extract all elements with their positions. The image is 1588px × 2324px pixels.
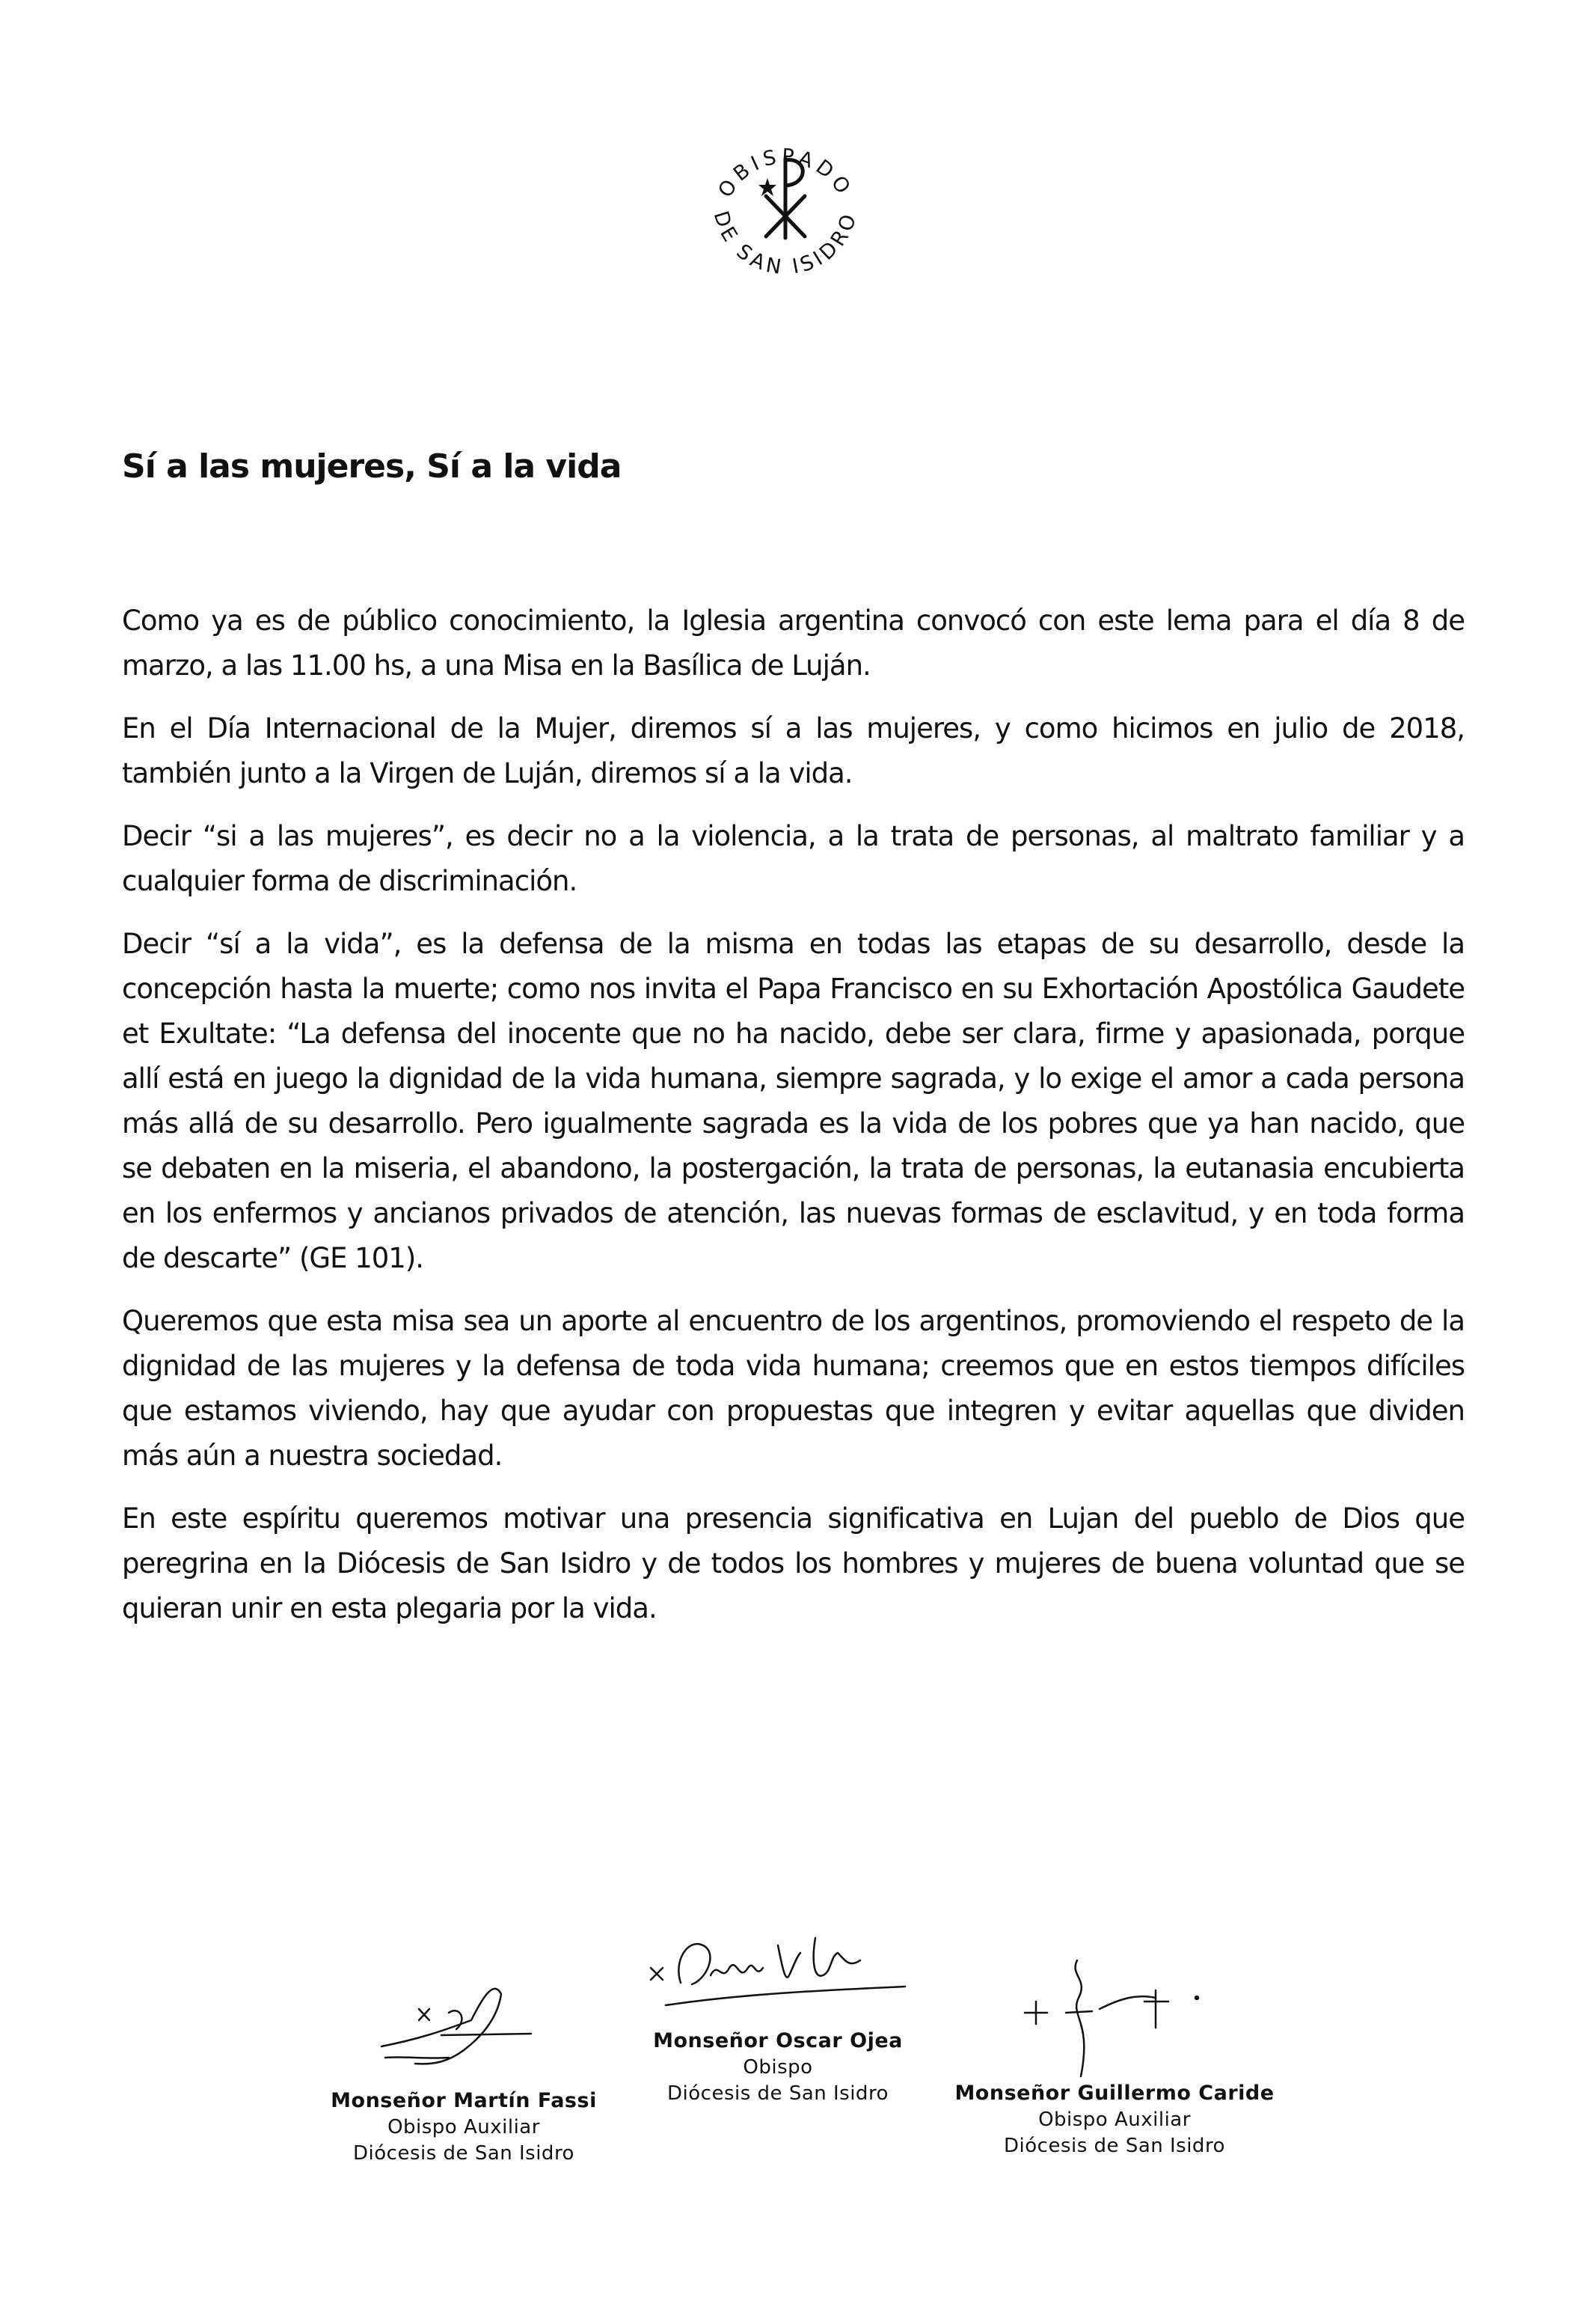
- signer-name: Monseñor Oscar Ojea: [653, 2029, 903, 2052]
- letter-body: [122, 599, 1465, 1649]
- signer-role: Obispo: [743, 2056, 813, 2079]
- chi-rho-seal-icon: [696, 112, 875, 292]
- signature-block-ojea: [628, 1915, 928, 2107]
- handwritten-signature-fassi: [352, 1975, 576, 2088]
- document-title: Sí a las mujeres, Sí a la vida: [122, 447, 622, 486]
- seal-arc-text-top: OBISPADO: [714, 144, 857, 202]
- paragraph: Como ya es de público conocimiento, la Iglesia argentina convocó con este lema para el día 8 de marzo, a las 11.00 hs, a una Misa en la Basílica de Luján.: [122, 605, 1465, 682]
- signer-name: Monseñor Martín Fassi: [331, 2089, 597, 2112]
- diocese-seal-logo: [696, 112, 875, 292]
- signature-block-fassi: [307, 1975, 621, 2167]
- handwritten-signature-ojea: [636, 1915, 920, 2028]
- signer-name: Monseñor Guillermo Caride: [954, 2082, 1275, 2105]
- signer-role: Obispo Auxiliar: [1038, 2109, 1191, 2131]
- seal-arc-text-bottom: DE SAN ISIDRO: [708, 208, 862, 280]
- paragraph: Decir “si a las mujeres”, es decir no a la violencia, a la trata de personas, al maltrato familiar y a cualquier forma de discriminación.: [122, 820, 1465, 897]
- signer-diocese: Diócesis de San Isidro: [667, 2082, 889, 2105]
- paragraph: En el Día Internacional de la Mujer, diremos sí a las mujeres, y como hicimos en julio de 2018, también junto a la Virgen de Luján, diremos sí a la vida.: [122, 712, 1465, 789]
- paragraph: Decir “sí a la vida”, es la defensa de la misma en todas las etapas de su desarrollo, desde la concepción hasta la muerte; como nos invita el Papa Francisco en su Exhortación Apostólica Gaudete et Exultate: “La defensa del inocente que no ha nacido, debe ser clara, firme y apasionada, porque allí está en juego la dignidad de la vida humana, siempre sagrada, y lo exige el amor a cada persona más allá de su desarrollo. Pero igualmente sagrada es la vida de los pobres que ya han nacido, que se debaten en la miseria, el abandono, la postergación, la trata de personas, la eutanasia encubierta en los enfermos y ancianos privados de atención, las nuevas formas de esclavitud, y en toda forma de descarte” (GE 101).: [122, 928, 1465, 1274]
- signature-block-caride: [950, 1945, 1279, 2159]
- handwritten-signature-caride: [995, 1945, 1234, 2080]
- paragraph: Queremos que esta misa sea un aporte al encuentro de los argentinos, promoviendo el respeto de la dignidad de las mujeres y la defensa de toda vida humana; creemos que en estos tiempos difíciles que estamos viviendo, hay que ayudar con propuestas que integren y evitar aquellas que dividen más aún a nuestra sociedad.: [122, 1305, 1465, 1472]
- signer-role: Obispo Auxiliar: [387, 2116, 540, 2138]
- signer-diocese: Diócesis de San Isidro: [1004, 2135, 1225, 2157]
- signer-diocese: Diócesis de San Isidro: [353, 2142, 574, 2165]
- paragraph: En este espíritu queremos motivar una presencia significativa en Lujan del pueblo de Dios que peregrina en la Diócesis de San Isidro y de todos los hombres y mujeres de buena voluntad que se quieran unir en esta plegaria por la vida.: [122, 1502, 1465, 1624]
